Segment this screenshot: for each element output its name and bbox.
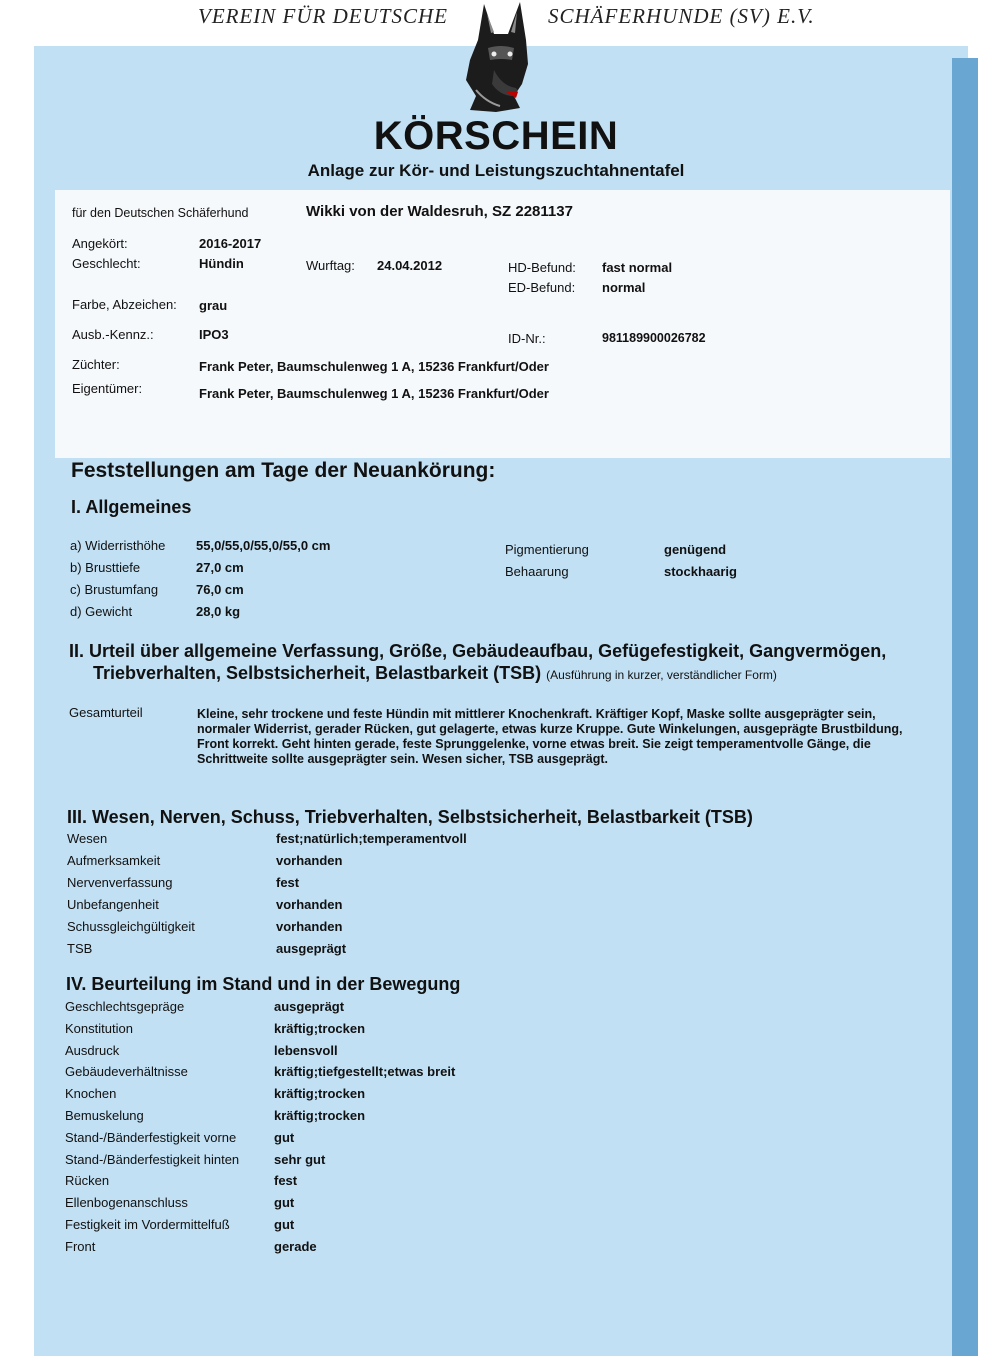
- eigentuemer-value: Frank Peter, Baumschulenweg 1 A, 15236 Frankfurt/Oder: [199, 386, 549, 401]
- row-label: Nervenverfassung: [67, 875, 173, 890]
- id-value: 981189900026782: [602, 331, 706, 345]
- geschlecht-value: Hündin: [199, 256, 244, 271]
- temperament-row: [67, 831, 667, 853]
- measure-row: [70, 560, 490, 582]
- temperament-row: [67, 897, 667, 919]
- ed-value: normal: [602, 280, 646, 295]
- row-value: gut: [274, 1129, 295, 1145]
- edge-bar: [952, 58, 978, 1356]
- page-subtitle: Anlage zur Kör- und Leistungszuchtahnentafel: [307, 161, 685, 180]
- angekoert-value: 2016-2017: [199, 236, 262, 251]
- measure-label: a) Widerristhöhe: [70, 538, 166, 553]
- row-value: vorhanden: [276, 919, 343, 934]
- association-name-right: SCHÄFERHUNDE (SV) E.V.: [548, 4, 815, 28]
- measure-row: [70, 604, 490, 626]
- conformation-list: [65, 999, 665, 1261]
- row-label: Front: [65, 1238, 96, 1254]
- row-label: Konstitution: [65, 1020, 133, 1036]
- conformation-row: [65, 1086, 665, 1108]
- temperament-row: [67, 875, 667, 897]
- row-value: gerade: [274, 1238, 317, 1254]
- conformation-row: [65, 1108, 665, 1130]
- conformation-row: [65, 1195, 665, 1217]
- dog-info-panel: [55, 190, 950, 458]
- row-label: Stand-/Bänderfestigkeit vorne: [65, 1129, 237, 1145]
- row-label: Ausdruck: [65, 1042, 120, 1058]
- trait-label: Behaarung: [505, 564, 569, 579]
- row-label: Aufmerksamkeit: [67, 853, 161, 868]
- conformation-row: [65, 1152, 665, 1174]
- row-label: Ellenbogenanschluss: [65, 1195, 188, 1211]
- row-value: kräftig;tiefgestellt;etwas breit: [274, 1064, 456, 1080]
- row-label: Stand-/Bänderfestigkeit hinten: [65, 1151, 240, 1167]
- row-label: Schussgleichgültigkeit: [67, 919, 195, 934]
- row-value: fest: [274, 1173, 298, 1189]
- conformation-row: [65, 999, 665, 1021]
- angekoert-label: Angekört:: [72, 236, 128, 251]
- measure-row: [70, 538, 490, 560]
- row-label: Bemuskelung: [65, 1107, 144, 1123]
- temperament-row: [67, 853, 667, 875]
- trait-value: genügend: [664, 542, 727, 557]
- conformation-row: [65, 1021, 665, 1043]
- section-2-title-line2: [93, 663, 777, 684]
- trait-label: Pigmentierung: [505, 542, 589, 557]
- section-2-note: (Ausführung in kurzer, verständlicher Form): [546, 668, 777, 682]
- geschlecht-label: Geschlecht:: [72, 256, 141, 271]
- row-value: vorhanden: [276, 853, 343, 868]
- for-label: für den Deutschen Schäferhund: [72, 206, 249, 220]
- row-value: gut: [274, 1216, 295, 1232]
- findings-title: Feststellungen am Tage der Neuankörung:: [71, 459, 496, 482]
- conformation-row: [65, 1217, 665, 1239]
- zuechter-value: Frank Peter, Baumschulenweg 1 A, 15236 Frankfurt/Oder: [199, 359, 549, 374]
- row-value: kräftig;trocken: [274, 1086, 366, 1102]
- section-2-title-line1: II. Urteil über allgemeine Verfassung, Größe, Gebäudeaufbau, Gefügefestigkeit, Gangvermögen,: [69, 641, 887, 661]
- wurftag-label: Wurftag:: [306, 258, 355, 273]
- association-name-left: VEREIN FÜR DEUTSCHE: [198, 4, 448, 28]
- id-label: ID-Nr.:: [508, 331, 546, 346]
- measure-value: 27,0 cm: [196, 560, 244, 575]
- row-label: Gebäudeverhältnisse: [65, 1064, 188, 1080]
- row-value: lebensvoll: [274, 1042, 338, 1058]
- row-label: Wesen: [67, 831, 108, 846]
- trait-row: [505, 564, 805, 586]
- page-title: KÖRSCHEIN: [373, 114, 619, 158]
- overall-text: Kleine, sehr trockene und feste Hündin mit mittlerer Knochenkraft. Kräftiger Kopf, Maske sollte ausgeprägter sein, normaler Widerrist, gerader Rücken, gut gelagerte, etwas kurze Kruppe. Gute Winkelungen, ausgeprägte Brustbildung, Front korrekt. Geht hinten gerade, feste Sprunggelenke, vorne etwas breit. Sie zeigt temperamentvolle Gänge, die Schrittweite sollte ausgeprägter sein. Wesen sicher, TSB ausgeprägt.: [197, 707, 903, 766]
- row-label: Knochen: [65, 1086, 117, 1102]
- eigentuemer-label: Eigentümer:: [72, 381, 143, 396]
- row-label: Rücken: [65, 1173, 110, 1189]
- zuechter-label: Züchter:: [72, 357, 120, 372]
- row-value: ausgeprägt: [276, 941, 347, 956]
- section-4-title: IV. Beurteilung im Stand und in der Bewegung: [66, 974, 461, 994]
- conformation-row: [65, 1239, 665, 1261]
- measure-label: b) Brusttiefe: [70, 560, 141, 575]
- section-1-title: I. Allgemeines: [71, 497, 192, 517]
- row-label: Festigkeit im Vordermittelfuß: [65, 1216, 230, 1232]
- shepherd-dog-logo-icon: [456, 0, 546, 114]
- row-label: TSB: [67, 941, 93, 956]
- section-2-title-line2-text: Triebverhalten, Selbstsicherheit, Belastbarkeit (TSB): [93, 663, 542, 683]
- row-value: ausgeprägt: [274, 999, 345, 1014]
- hd-label: HD-Befund:: [508, 260, 576, 275]
- row-value: fest;natürlich;temperamentvoll: [276, 831, 467, 846]
- measure-label: d) Gewicht: [70, 604, 133, 619]
- wurftag-value: 24.04.2012: [377, 258, 443, 273]
- section-3-title: III. Wesen, Nerven, Schuss, Triebverhalten, Selbstsicherheit, Belastbarkeit (TSB): [67, 807, 753, 827]
- farbe-value: grau: [199, 298, 228, 313]
- trait-row: [505, 542, 805, 564]
- row-value: fest: [276, 875, 300, 890]
- row-label: Geschlechtsgepräge: [65, 999, 185, 1014]
- ausb-label: Ausb.-Kennz.:: [72, 327, 154, 342]
- trait-value: stockhaarig: [664, 564, 737, 579]
- measurements-list: [70, 538, 490, 626]
- measure-value: 55,0/55,0/55,0/55,0 cm: [196, 538, 331, 553]
- row-value: vorhanden: [276, 897, 343, 912]
- hd-value: fast normal: [602, 260, 673, 275]
- row-value: kräftig;trocken: [274, 1107, 366, 1123]
- measure-value: 76,0 cm: [196, 582, 244, 597]
- ed-label: ED-Befund:: [508, 280, 576, 295]
- row-value: sehr gut: [274, 1151, 326, 1167]
- temperament-row: [67, 941, 667, 963]
- traits-list: [505, 542, 805, 586]
- farbe-label: Farbe, Abzeichen:: [72, 297, 177, 312]
- row-value: kräftig;trocken: [274, 1020, 366, 1036]
- measure-label: c) Brustumfang: [70, 582, 159, 597]
- overall-label: Gesamturteil: [69, 705, 143, 720]
- ausb-value: IPO3: [199, 327, 229, 342]
- conformation-row: [65, 1043, 665, 1065]
- row-label: Unbefangenheit: [67, 897, 159, 912]
- conformation-row: [65, 1064, 665, 1086]
- row-value: gut: [274, 1195, 295, 1211]
- conformation-row: [65, 1130, 665, 1152]
- temperament-list: [67, 831, 667, 963]
- temperament-row: [67, 919, 667, 941]
- measure-row: [70, 582, 490, 604]
- measure-value: 28,0 kg: [196, 604, 241, 619]
- dog-name: Wikki von der Waldesruh, SZ 2281137: [306, 203, 573, 220]
- conformation-row: [65, 1173, 665, 1195]
